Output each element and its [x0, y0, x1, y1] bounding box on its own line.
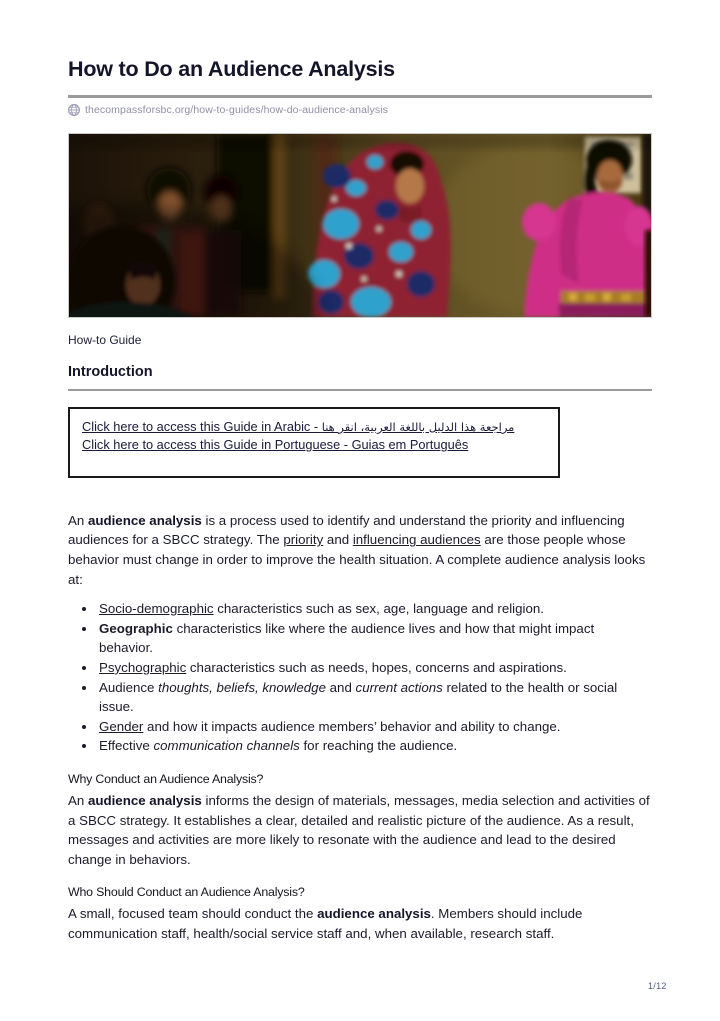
introduction-divider	[68, 389, 652, 391]
text-segment: A small, focused team should conduct the	[68, 906, 318, 922]
text-segment: informs the design of materials, messages, media selection and activities of a SBCC strategy. It establishes a clear, detailed and realistic picture of the audience. As a result, messages and activities are more likely to resonate with the audience and lead to the desired change in behaviors.	[68, 792, 650, 867]
why-conduct-heading: Why Conduct an Audience Analysis?	[68, 771, 264, 786]
hero-photo-illustration	[69, 134, 652, 317]
section-heading-introduction: Introduction	[68, 363, 153, 380]
hero-image	[68, 133, 652, 318]
why-conduct-paragraph	[68, 791, 652, 869]
text-segment: related to the health or social issue.	[99, 679, 618, 715]
italic-term: communication channels	[153, 738, 300, 754]
influencing-audiences-link[interactable]: influencing audiences	[352, 532, 481, 548]
text-segment: and	[323, 532, 353, 548]
who-should-conduct-paragraph	[68, 904, 652, 943]
bold-term: audience analysis	[87, 792, 202, 808]
arabic-guide-link[interactable]	[82, 419, 514, 434]
list-item-gender	[97, 717, 628, 737]
audience-analysis-list	[68, 599, 628, 756]
bold-term: audience analysis	[87, 512, 202, 528]
source-url-row	[68, 103, 652, 118]
socio-demographic-link[interactable]: Socio-demographic	[99, 601, 214, 617]
priority-link[interactable]: priority	[283, 532, 324, 548]
text-segment: and how it impacts audience members’ behavior and ability to change.	[143, 718, 561, 734]
intro-paragraph	[68, 511, 652, 589]
portuguese-link-line	[82, 436, 546, 454]
language-links-box	[68, 407, 560, 478]
who-should-conduct-heading: Who Should Conduct an Audience Analysis?	[68, 885, 305, 900]
portuguese-guide-link[interactable]: Click here to access this Guide in Portuguese - Guias em Português	[82, 437, 469, 453]
text-segment: characteristics such as sex, age, language and religion.	[213, 601, 544, 617]
page-number: 1/12	[648, 981, 667, 991]
arabic-link-text-ar: مراجعة هذا الدليل باللغة العربية، انقر هنا	[321, 419, 515, 434]
list-item-socio-demographic	[97, 599, 628, 619]
italic-term: current actions	[355, 679, 443, 695]
list-item-audience-thoughts	[97, 678, 628, 717]
text-segment: An	[68, 792, 88, 808]
italic-term: thoughts, beliefs, knowledge	[158, 679, 326, 695]
text-segment: characteristics like where the audience lives and how that might impact behavior.	[99, 620, 595, 656]
text-segment: . Members should include communication staff, health/social service staff and, when available, research staff.	[68, 906, 583, 941]
text-segment: for reaching the audience.	[299, 738, 458, 754]
list-item-communication-channels	[97, 736, 628, 756]
gender-link[interactable]: Gender	[99, 718, 144, 734]
text-segment: characteristics such as needs, hopes, concerns and aspirations.	[186, 659, 567, 675]
text-segment: is a process used to identify and understand the priority and influencing audiences for a SBCC strategy. The	[68, 512, 625, 548]
list-item-psychographic	[97, 658, 628, 678]
source-url: thecompassforsbc.org/how-to-guides/how-do-audience-analysis	[85, 104, 388, 117]
page-title: How to Do an Audience Analysis	[68, 57, 395, 81]
list-item-geographic	[97, 619, 628, 658]
text-segment: Effective	[99, 738, 154, 754]
category-label: How-to Guide	[68, 332, 142, 347]
text-segment: Audience	[99, 679, 159, 695]
text-segment: are those people whose behavior must change in order to improve the health situation. A complete audience analysis looks at:	[68, 532, 646, 587]
globe-icon	[68, 104, 80, 116]
text-segment: and	[325, 679, 356, 695]
title-divider	[68, 95, 652, 98]
bold-term: audience analysis	[317, 906, 431, 922]
arabic-link-line	[82, 418, 546, 437]
bold-term: Geographic	[99, 620, 173, 636]
text-segment: An	[68, 512, 88, 528]
arabic-link-text-en: Click here to access this Guide in Arabic -	[82, 418, 322, 434]
psychographic-link[interactable]: Psychographic	[99, 659, 187, 675]
